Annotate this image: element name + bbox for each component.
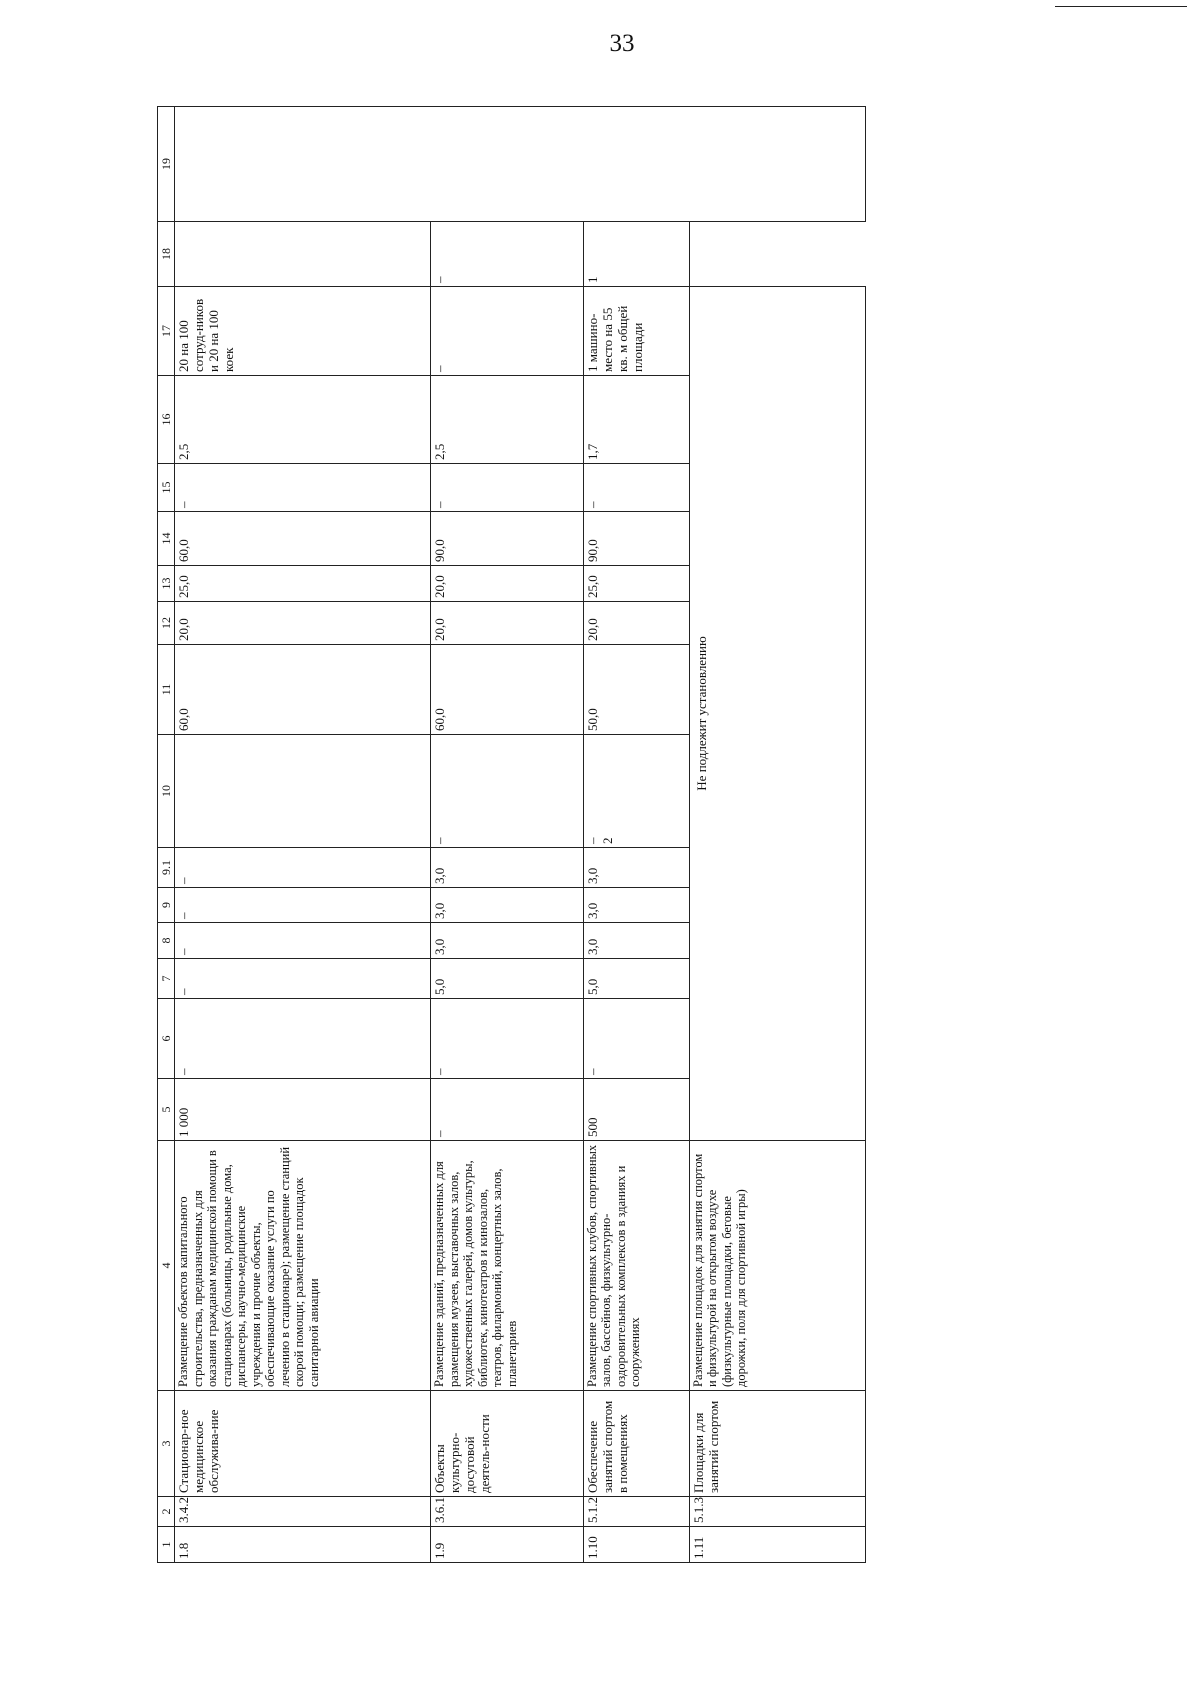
table-cell: 5,0 — [431, 959, 583, 999]
merged-not-subject-cell: Не подлежит установлению — [689, 287, 865, 1141]
row-number: 1.8 — [175, 1527, 431, 1563]
table-cell: 1 машино-место на 55 кв. м общей площади — [583, 287, 689, 376]
empty-cell — [689, 222, 865, 287]
vri-name: Обеспечение занятий спортом в помещениях — [583, 1391, 689, 1497]
table-cell: 5,0 — [583, 959, 689, 999]
row-number: 1.10 — [583, 1527, 689, 1563]
table-cell: 50,0 — [583, 645, 689, 735]
table-cell: 1,7 — [583, 376, 689, 464]
table-cell: 25,0 — [583, 566, 689, 602]
header-cell: 17 — [158, 287, 175, 376]
table-cell: 3,0 — [583, 923, 689, 959]
header-cell: 11 — [158, 645, 175, 735]
table-cell: 3,0 — [431, 888, 583, 923]
table-cell: 20,0 — [431, 566, 583, 602]
vri-code: 3.6.1 — [431, 1497, 583, 1527]
vri-code: 5.1.2 — [583, 1497, 689, 1527]
top-rule — [1055, 6, 1187, 7]
table-cell: – — [583, 464, 689, 512]
table-cell: – — [431, 735, 583, 848]
table-cell: 3,0 — [431, 848, 583, 888]
table-cell: 1 — [583, 222, 689, 287]
table-row — [175, 107, 431, 1563]
table-cell: – — [175, 959, 431, 999]
regulations-table — [157, 106, 866, 1563]
table-row — [583, 107, 689, 1563]
table-row — [431, 107, 583, 1563]
vri-description: Размещение спортивных клубов, спортивных залов, бассейнов, физкультурно-оздоровительных комплексов в зданиях и сооружениях — [583, 1141, 689, 1391]
table-row — [689, 107, 865, 1563]
table-cell — [175, 222, 431, 287]
table-cell: – — [431, 222, 583, 287]
header-cell: 19 — [158, 107, 175, 222]
table-cell: – — [431, 464, 583, 512]
header-cell: 9 — [158, 888, 175, 923]
table-cell: 3,0 — [583, 888, 689, 923]
header-cell: 10 — [158, 735, 175, 848]
header-cell: 9.1 — [158, 848, 175, 888]
header-cell: 12 — [158, 602, 175, 645]
table-cell: – — [583, 999, 689, 1079]
table-cell: 60,0 — [175, 512, 431, 566]
vri-name: Площадки для занятий спортом — [689, 1391, 865, 1497]
table-cell: 90,0 — [583, 512, 689, 566]
table-cell: 2,5 — [431, 376, 583, 464]
table-cell: 60,0 — [431, 645, 583, 735]
table-cell: 500 — [583, 1079, 689, 1141]
table-cell: 20,0 — [583, 602, 689, 645]
table-cell: 20,0 — [175, 602, 431, 645]
table-cell: – — [431, 1079, 583, 1141]
header-cell: 13 — [158, 566, 175, 602]
table-cell: – — [175, 888, 431, 923]
header-cell: 6 — [158, 999, 175, 1079]
header-cell: 8 — [158, 923, 175, 959]
header-cell: 5 — [158, 1079, 175, 1141]
header-cell: 2 — [158, 1497, 175, 1527]
table-cell: 90,0 — [431, 512, 583, 566]
vri-code: 5.1.3 — [689, 1497, 865, 1527]
header-cell: 3 — [158, 1391, 175, 1497]
table-cell: 20,0 — [431, 602, 583, 645]
page-number: 33 — [609, 30, 635, 57]
table-cell: 20 на 100 сотруд-ников и 20 на 100 коек — [175, 287, 431, 376]
table-cell-col19 — [175, 107, 866, 222]
header-cell: 15 — [158, 464, 175, 512]
vri-description: Размещение площадок для занятия спортом и физкультурой на открытом воздухе (физкультурные площадки, беговые дорожки, поля для спортивной игры) — [689, 1141, 865, 1391]
table-cell: – — [431, 287, 583, 376]
table-cell: 2,5 — [175, 376, 431, 464]
header-cell: 14 — [158, 512, 175, 566]
header-row — [158, 107, 175, 1563]
header-cell: 7 — [158, 959, 175, 999]
table-cell: – — [175, 464, 431, 512]
header-cell: 18 — [158, 222, 175, 287]
header-cell: 4 — [158, 1141, 175, 1391]
table-cell — [175, 735, 431, 848]
table-cell: 3,0 — [431, 923, 583, 959]
table-cell: 1 000 — [175, 1079, 431, 1141]
table-cell: – 2 — [583, 735, 689, 848]
table-cell: 3,0 — [583, 848, 689, 888]
header-cell: 1 — [158, 1527, 175, 1563]
vri-code: 3.4.2 — [175, 1497, 431, 1527]
table-cell: 60,0 — [175, 645, 431, 735]
row-number: 1.11 — [689, 1527, 865, 1563]
table-cell: 25,0 — [175, 566, 431, 602]
table-cell: – — [431, 999, 583, 1079]
row-number: 1.9 — [431, 1527, 583, 1563]
table-cell: – — [175, 923, 431, 959]
vri-description: Размещение зданий, предназначенных для размещения музеев, выставочных залов, художественных галерей, домов культуры, библиотек, кинотеатров и кинозалов, театров, филармоний, концертных залов, планетариев — [431, 1141, 583, 1391]
vri-name: Объекты культурно-досуговой деятель-ности — [431, 1391, 583, 1497]
header-cell: 16 — [158, 376, 175, 464]
table-cell: – — [175, 999, 431, 1079]
vri-description: Размещение объектов капитального строительства, предназначенных для оказания гражданам медицинской помощи в стационарах (больницы, родильные дома, диспансеры, научно-медицинские учреждения и прочие объекты, обеспечивающие оказание услуги по лечению в стационаре); размещение станций скорой помощи; размещение площадок санитарной авиации — [175, 1141, 431, 1391]
vri-name: Стационар-ное медицинское обслужива-ние — [175, 1391, 431, 1497]
rotated-table-container — [157, 107, 866, 1563]
table-cell: – — [175, 848, 431, 888]
